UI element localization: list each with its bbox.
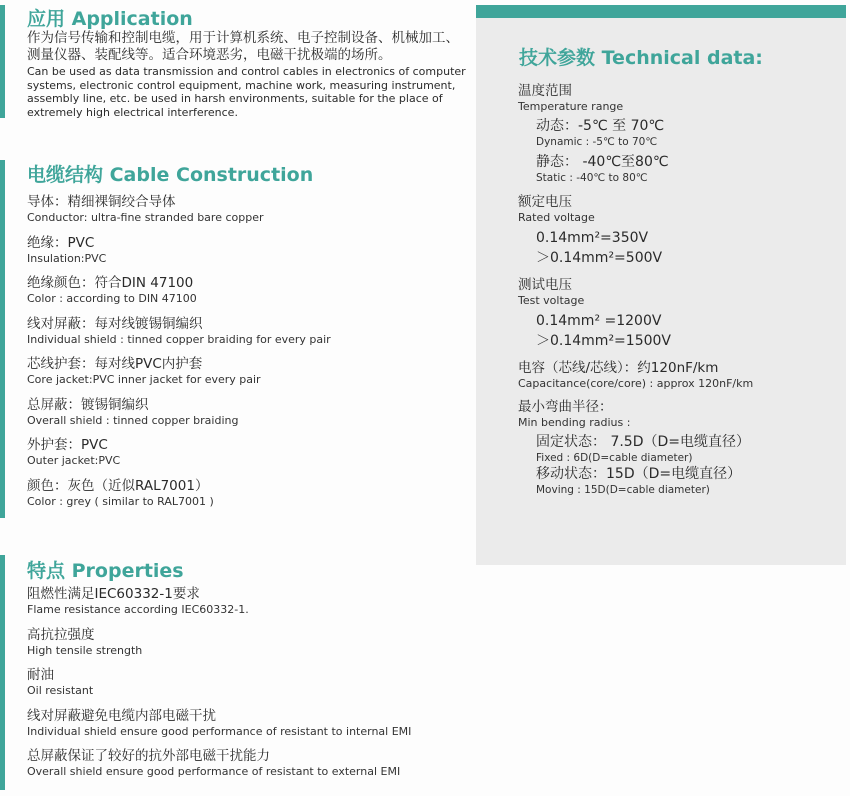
property-item [27,627,411,657]
temperature-label-zh: 温度范围 [518,83,572,99]
application-en-text: Can be used as data transmission and control cables in electronics of computer systems, electronic control equipment, machine work, measuring instrument, assembly line, etc. be used in harsh environments, suitable for the place of extremely high electrical interference. [27,65,466,119]
property-item-en: Flame resistance according IEC60332-1. [27,603,249,616]
construction-item-zh: 外护套：PVC [27,437,108,453]
rated-voltage-label-en: Rated voltage [518,211,595,224]
property-item [27,586,411,616]
application-zh-text: 作为信号传输和控制电缆，用于计算机系统、电子控制设备、机械加工、测量仪器、装配线等。适合环境恶劣，电磁干扰极端的场所。 [27,30,459,63]
properties-title: 特点 Properties [27,560,184,582]
temperature-label-en: Temperature range [518,100,624,113]
bending-moving-en: Moving : 15D(D=cable diameter) [536,484,710,496]
bending-radius-label-zh: 最小弯曲半径： [518,399,613,415]
property-item-zh: 高抗拉强度 [27,626,95,643]
construction-title: 电缆结构 Cable Construction [27,164,314,186]
construction-item [27,194,331,224]
technical-content [518,83,838,506]
construction-item [27,235,331,265]
capacitance-label-en: Capacitance(core/core) : approx 120nF/km [518,377,754,390]
construction-item-en: Outer jacket:PVC [27,454,121,467]
property-item-zh: 总屏蔽保证了较好的抗外部电磁干扰能力 [27,748,270,764]
property-item-en: Individual shield ensure good performance of resistant to internal EMI [27,724,412,738]
test-voltage-value-1: 0.14mm² =1200V [536,313,662,329]
construction-item-en: Individual shield : tinned copper braiding for every pair [27,332,331,346]
test-voltage-label-en: Test voltage [518,294,585,307]
bending-fixed-en: Fixed : 6D(D=cable diameter) [536,452,693,464]
construction-item [27,397,331,427]
construction-item-en: Insulation:PVC [27,251,107,265]
temperature-group [518,83,838,185]
rated-voltage-value-1: 0.14mm²=350V [536,230,649,246]
construction-item-zh: 芯线护套：每对线PVC内护套 [27,356,203,372]
property-item [27,708,411,738]
construction-item-en: Conductor: ultra-fine stranded bare copper [27,211,264,224]
rated-voltage-value-2: ＞0.14mm²=500V [536,250,663,266]
construction-list [27,194,331,518]
property-item-en: High tensile strength [27,643,143,657]
bending-fixed-zh: 固定状态： 7.5D（D=电缆直径） [536,434,751,450]
properties-list [27,586,411,789]
test-voltage-group [518,277,838,351]
capacitance-label-zh: 电容（芯线/芯线）：约120nF/km [518,360,719,376]
construction-item-en: Color : according to DIN 47100 [27,292,197,305]
application-accent-bar [0,5,5,118]
property-item [27,667,411,697]
property-item-zh: 线对屏蔽避免电缆内部电磁干扰 [27,707,216,724]
property-item-zh: 耐油 [27,667,54,683]
construction-item-zh: 总屏蔽：镀锡铜编织 [27,396,149,413]
construction-item [27,478,331,508]
construction-item-en: Color : grey ( similar to RAL7001 ) [27,494,214,508]
properties-accent-bar [0,555,5,790]
application-title: 应用 Application [27,8,193,30]
technical-panel-header-bar [476,5,846,18]
construction-item [27,275,331,305]
construction-item-en: Overall shield : tinned copper braiding [27,413,239,427]
application-body [27,30,467,119]
construction-item-zh: 颜色：灰色（近似RAL7001） [27,477,209,494]
rated-voltage-group [518,194,838,268]
construction-item-zh: 线对屏蔽：每对线镀锡铜编织 [27,315,203,332]
construction-item [27,356,331,386]
capacitance-group [518,360,838,390]
property-item [27,748,411,778]
test-voltage-value-2: ＞0.14mm²=1500V [536,333,671,349]
temperature-static-en: Static : -40℃ to 80℃ [536,172,648,184]
property-item-zh: 阻燃性满足IEC60332-1要求 [27,586,200,602]
temperature-dynamic-zh: 动态：-5℃ 至 70℃ [536,118,665,134]
temperature-dynamic-en: Dynamic : -5℃ to 70℃ [536,136,658,148]
technical-data-panel [476,5,846,565]
technical-title: 技术参数 Technical data: [519,47,763,69]
rated-voltage-label-zh: 额定电压 [518,194,572,210]
property-item-en: Oil resistant [27,684,94,697]
test-voltage-label-zh: 测试电压 [518,277,572,293]
construction-item-en: Core jacket:PVC inner jacket for every pair [27,373,261,386]
construction-item [27,437,331,467]
bending-radius-group [518,399,838,497]
construction-item-zh: 导体：精细裸铜绞合导体 [27,194,176,210]
construction-item-zh: 绝缘：PVC [27,234,95,251]
construction-accent-bar [0,160,5,518]
property-item-en: Overall shield ensure good performance of resistant to external EMI [27,765,401,778]
construction-item [27,316,331,346]
construction-item-zh: 绝缘颜色：符合DIN 47100 [27,275,194,291]
bending-moving-zh: 移动状态：15D（D=电缆直径） [536,466,742,482]
temperature-static-zh: 静态： -40℃至80℃ [536,154,669,170]
bending-radius-label-en: Min bending radius : [518,416,631,429]
